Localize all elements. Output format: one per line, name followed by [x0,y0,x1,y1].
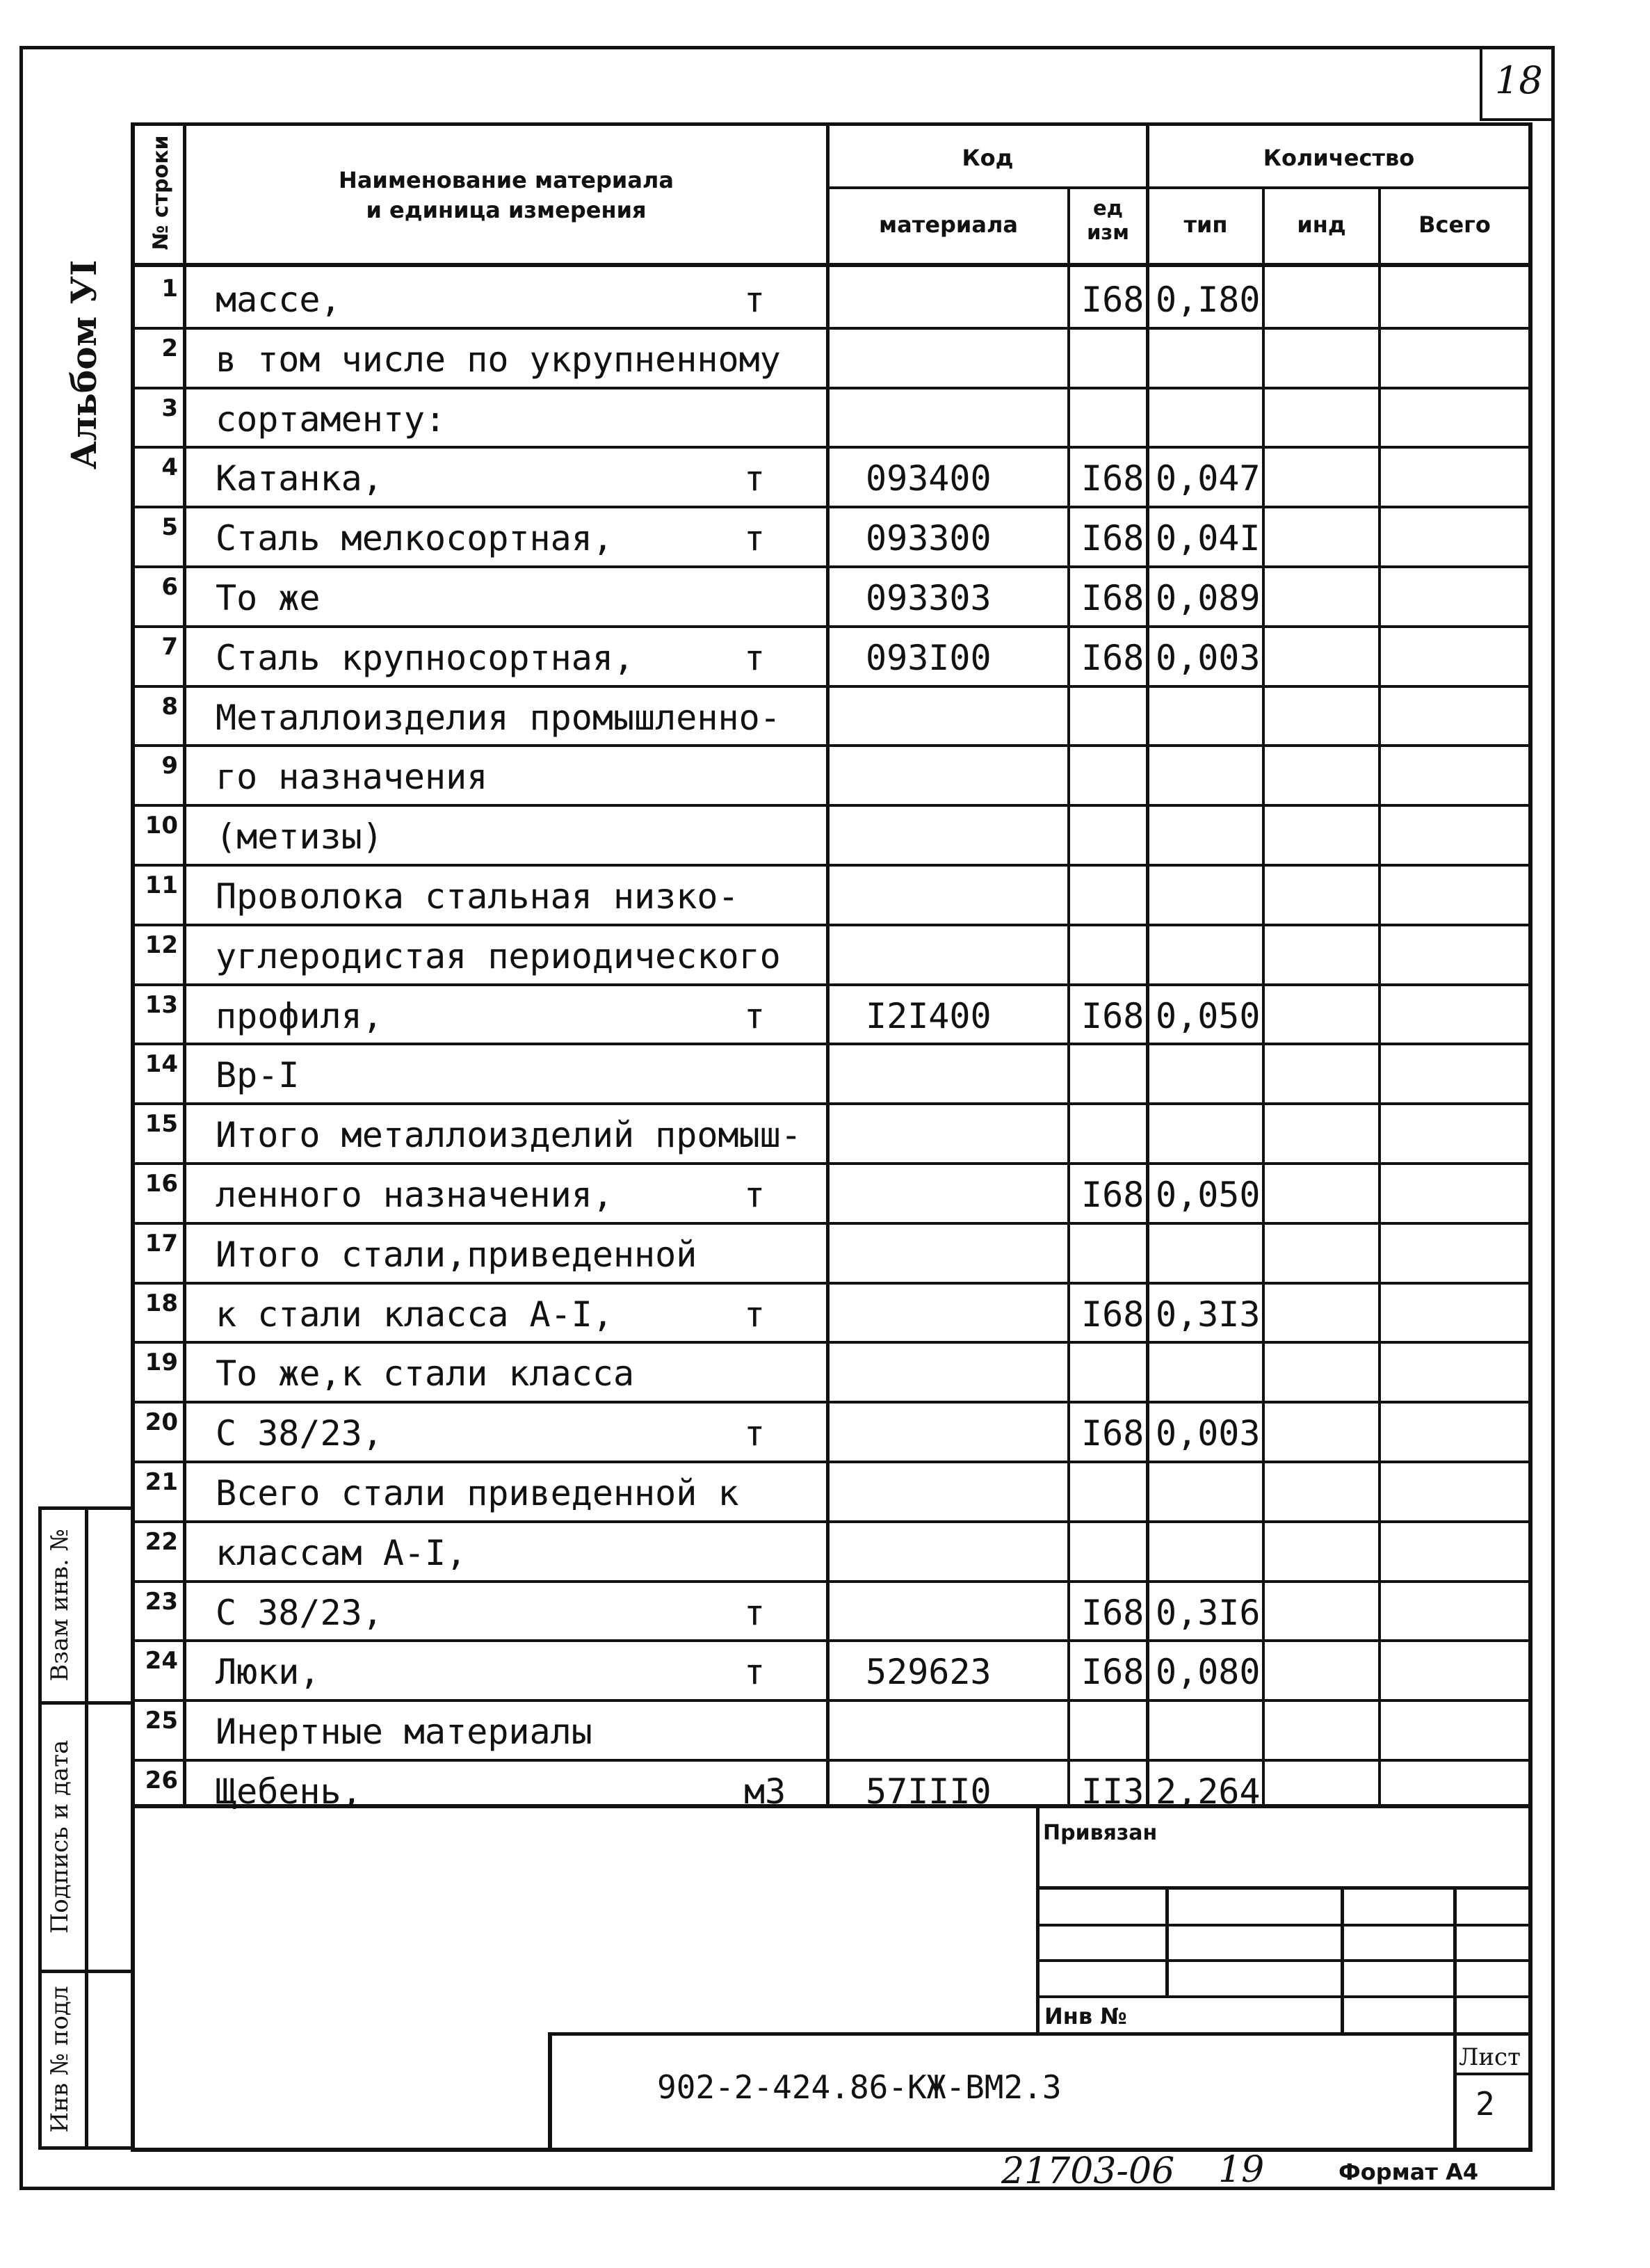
header-ind: инд [1297,211,1346,238]
material-name: в том числе по укрупненному [216,339,781,380]
col-divider-type [1262,188,1265,1804]
quantity-type: 0,080 [1156,1652,1261,1692]
quantity-type: 0,003 [1156,638,1261,678]
format-label: Формат А4 [1338,2159,1479,2185]
row-divider [131,864,1532,867]
unit-of-measure: т [744,638,766,678]
row-number: 24 [145,1647,178,1675]
row-divider [131,1580,1532,1583]
row-divider [131,446,1532,449]
row-divider [131,1699,1532,1702]
unit-code: I68 [1081,458,1145,499]
material-name: Проволока стальная низко- [216,876,739,917]
page-number: 18 [1495,58,1543,102]
stamp-signature-date: Подпись и дата [46,1739,74,1934]
unit-code: I68 [1081,996,1145,1036]
row-divider [131,1639,1532,1642]
frame-left [19,46,23,2190]
frame-right [1551,46,1555,2190]
unit-of-measure: т [744,518,766,558]
col-divider-ind [1378,188,1381,1804]
row-number: 3 [161,394,178,422]
quantity-type: 0,04I [1156,518,1261,558]
row-number: 11 [145,871,178,899]
unit-of-measure: т [744,1593,766,1633]
row-divider [131,1759,1532,1762]
unit-code: I68 [1081,518,1145,558]
row-divider [131,924,1532,926]
unit-code: I68 [1081,1294,1145,1335]
material-code: 093300 [866,518,992,558]
row-number: 14 [145,1050,178,1078]
material-name: Люки, [216,1652,321,1692]
privyazan-label: Привязан [1043,1821,1158,1845]
row-number: 10 [145,812,178,839]
row-divider [131,1043,1532,1045]
row-divider [131,804,1532,807]
row-number: 12 [145,931,178,959]
row-number: 2 [161,335,178,362]
unit-of-measure: м3 [744,1771,786,1812]
quantity-type: 0,050 [1156,1175,1261,1215]
quantity-type: 0,3I6 [1156,1593,1261,1633]
row-number: 20 [145,1408,178,1436]
stamp-divider [85,1508,88,2148]
table-left-border [131,122,135,2150]
unit-code: I68 [1081,1175,1145,1215]
material-code: I2I400 [866,996,992,1036]
material-code: 093I00 [866,638,992,678]
material-name: углеродистая периодического [216,936,781,976]
row-divider [131,506,1532,508]
col-divider-code [1067,188,1070,1804]
col-divider-name [826,122,830,1804]
material-name: Вр-I [216,1055,300,1095]
unit-of-measure: т [744,280,766,320]
unit-of-measure: т [744,1294,766,1335]
row-number: 21 [145,1468,178,1496]
row-divider [131,1162,1532,1165]
handwritten-page: 19 [1218,2149,1265,2191]
header-quantity: Количество [1263,145,1415,171]
row-number: 25 [145,1707,178,1735]
unit-code: I68 [1081,638,1145,678]
row-divider [131,387,1532,389]
header-bottom-border [131,263,1532,267]
row-divider [131,1401,1532,1404]
material-name: Сталь мелкосортная, [216,518,613,558]
row-divider [131,1282,1532,1285]
row-number: 15 [145,1110,178,1138]
material-name: массе, [216,280,341,320]
row-number: 22 [145,1528,178,1556]
page-number-box-left [1480,46,1482,121]
header-type: тип [1183,211,1228,238]
material-code: 529623 [866,1652,992,1692]
unit-of-measure: т [744,1175,766,1215]
material-name: сортаменту: [216,399,446,440]
unit-code: I68 [1081,1593,1145,1633]
row-divider [131,1222,1532,1225]
handwritten-code: 21703-06 [1001,2150,1175,2192]
header-row-no: № строки [149,135,173,250]
material-name: к стали класса А-I, [216,1294,613,1335]
row-number: 6 [161,573,178,601]
row-number: 19 [145,1349,178,1376]
quantity-type: 0,3I3 [1156,1294,1261,1335]
unit-code: II3 [1081,1771,1145,1812]
frame-bottom [19,2187,1555,2190]
material-code: 57III0 [866,1771,992,1812]
frame-top [19,46,1555,49]
unit-of-measure: т [744,996,766,1036]
unit-of-measure: т [744,1413,766,1454]
quantity-type: 0,003 [1156,1413,1261,1454]
row-number: 18 [145,1289,178,1317]
material-name: Катанка, [216,458,383,499]
unit-of-measure: т [744,458,766,499]
designation-top [548,2032,1532,2036]
header-unit: ед изм [1087,196,1129,244]
row-number: 7 [161,633,178,661]
table-top-border [131,122,1532,126]
row-divider [131,1520,1532,1523]
sheet-label: Лист [1459,2043,1521,2071]
row-divider [131,327,1532,330]
quantity-type: 0,089 [1156,578,1261,618]
titleblock-v3 [1453,1886,1457,2150]
stamp-bottom [38,2146,134,2150]
unit-code: I68 [1081,1413,1145,1454]
table-right-border [1528,122,1532,2150]
quantity-type: 0,050 [1156,996,1261,1036]
material-name: го назначения [216,757,488,797]
row-divider [131,1102,1532,1105]
material-name: То же,к стали класса [216,1353,635,1394]
titleblock-left [1036,1806,1040,2036]
titleblock-h2 [1036,1924,1532,1927]
titleblock-h3 [1036,1959,1532,1962]
titleblock-v2 [1341,1886,1344,2036]
material-name: Щебень, [216,1771,362,1812]
material-name: Итого стали,приведенной [216,1234,697,1275]
row-number: 9 [161,752,178,780]
row-number: 1 [161,275,178,303]
material-name: То же [216,578,321,618]
material-name: классам А-I, [216,1533,467,1573]
document-designation: 902-2-424.86-КЖ-ВМ2.3 [657,2068,1062,2106]
row-divider [131,983,1532,986]
titleblock-v1 [1165,1886,1169,1997]
header-name: Наименование материала и единица измерения [339,167,674,224]
titleblock-h4 [1036,1995,1532,1998]
header-material: материала [879,211,1018,238]
unit-code: I68 [1081,280,1145,320]
quantity-type: 0,047 [1156,458,1261,499]
unit-of-measure: т [744,1652,766,1692]
row-divider [131,685,1532,688]
material-name: Сталь крупносортная, [216,638,635,678]
unit-code: I68 [1081,1652,1145,1692]
row-divider [131,625,1532,628]
header-subdivider [826,186,1532,189]
col-divider-no [183,122,186,1804]
designation-left [548,2032,552,2150]
header-code: Код [962,145,1014,171]
material-code: 093400 [866,458,992,499]
sheet-divider [1453,2073,1532,2075]
material-name: профиля, [216,996,383,1036]
row-divider [131,1461,1532,1463]
row-divider [131,565,1532,568]
material-name: С 38/23, [216,1413,383,1454]
quantity-type: 0,I80 [1156,280,1261,320]
row-number: 5 [161,513,178,541]
row-number: 8 [161,693,178,721]
titleblock-h1 [1036,1886,1532,1890]
titleblock-bottom [131,2148,1532,2152]
quantity-type: 2,264 [1156,1771,1261,1812]
header-total: Всего [1418,211,1491,238]
row-divider [131,744,1532,747]
inv-no-label: Инв № [1044,2003,1127,2029]
row-number: 4 [161,453,178,481]
sheet-number: 2 [1475,2085,1495,2123]
row-number: 23 [145,1588,178,1616]
row-number: 13 [145,991,178,1019]
row-number: 26 [145,1767,178,1794]
material-name: Инертные материалы [216,1712,592,1752]
material-name: Всего стали приведенной к [216,1473,739,1513]
material-name: ленного назначения, [216,1175,613,1215]
stamp-left-border [38,1508,42,2148]
col-divider-unit [1146,122,1149,1804]
material-name: С 38/23, [216,1593,383,1633]
row-number: 17 [145,1230,178,1257]
album-label: Альбом УI [63,259,104,469]
unit-code: I68 [1081,578,1145,618]
row-divider [131,1341,1532,1344]
material-name: (метизы) [216,817,383,857]
stamp-inv-original: Инв № подл [46,1986,74,2133]
material-name: Металлоизделия промышленно- [216,698,781,738]
material-name: Итого металлоизделий промыш- [216,1115,802,1155]
page-number-box-bottom [1480,118,1553,121]
stamp-replaced-inv: Взам инв. № [46,1529,74,1682]
row-number: 16 [145,1170,178,1198]
material-code: 093303 [866,578,992,618]
